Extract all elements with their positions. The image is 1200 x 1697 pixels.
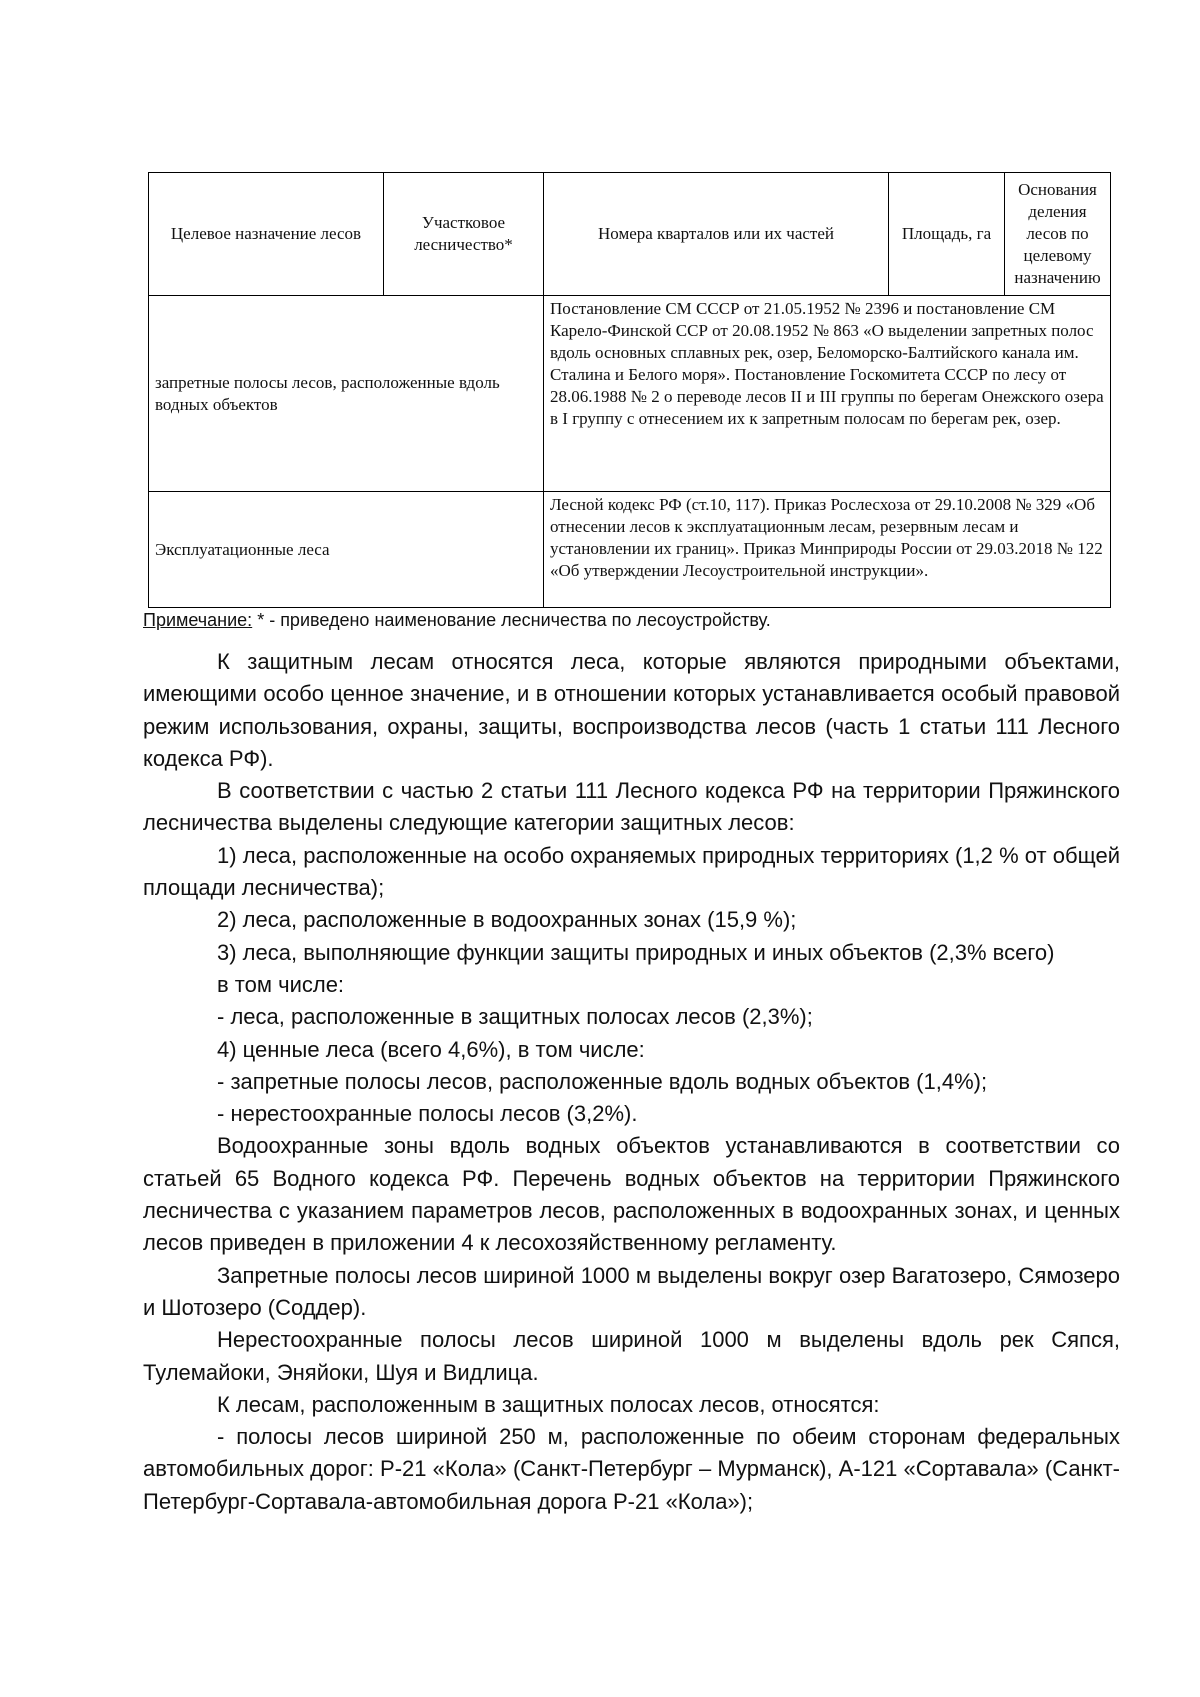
header-purpose: Целевое назначение лесов (149, 173, 384, 296)
paragraph: В соответствии с частью 2 статьи 111 Лесного кодекса РФ на территории Пряжинского лесничества выделены следующие категории защитных лесов: (143, 778, 1120, 836)
list-item: - запретные полосы лесов, расположенные вдоль водных объектов (1,4%); (217, 1068, 988, 1094)
row-basis: Лесной кодекс РФ (ст.10, 117). Приказ Рослесхоза от 29.10.2008 № 329 «Об отнесении лесов к эксплуатационным лесам, резервным лесам и установлении их границ». Приказ Минприроды России от 29.03.2018 № 122 «Об утверждении Лесоустроительной инструкции». (544, 492, 1111, 608)
row-purpose: запретные полосы лесов, расположенные вдоль водных объектов (149, 296, 544, 492)
header-area: Площадь, га (889, 173, 1005, 296)
list-item: - леса, расположенные в защитных полосах лесов (2,3%); (217, 1004, 813, 1030)
list-item: - нерестоохранные полосы лесов (3,2%). (217, 1101, 638, 1127)
header-basis: Основания деления лесов по целевому назначению (1005, 173, 1111, 296)
table-header-row (149, 173, 1111, 296)
list-item: в том числе: (217, 971, 345, 997)
body-text (143, 646, 1120, 1518)
header-district: Участковое лесничество* (384, 173, 544, 296)
note-label: Примечание: (143, 610, 253, 630)
note-text: * - приведено наименование лесничества по лесоустройству. (252, 610, 771, 630)
list-item: - полосы лесов шириной 250 м, расположенные по обеим сторонам федеральных автомобильных дорог: Р-21 «Кола» (Санкт-Петербург – Мурманск), А-121 «Сортавала» (Санкт-Петербург-Сортавала-автомобильная дорога Р-21 «Кола»); (143, 1424, 1120, 1514)
paragraph: Водоохранные зоны вдоль водных объектов устанавливаются в соответствии со статьей 65 Водного кодекса РФ. Перечень водных объектов на территории Пряжинского лесничества с указанием параметров лесов, расположенных в водоохранных зонах, и ценных лесов приведен в приложении 4 к лесохозяйственному регламенту. (143, 1133, 1120, 1256)
list-item: 4) ценные леса (всего 4,6%), в том числе: (217, 1036, 645, 1062)
forest-purpose-table (148, 172, 1111, 608)
list-item: 2) леса, расположенные в водоохранных зонах (15,9 %); (217, 907, 797, 933)
paragraph: К защитным лесам относятся леса, которые являются природными объектами, имеющими особо ценное значение, и в отношении которых устанавливается особый правовой режим использования, охраны, защиты, воспроизводства лесов (часть 1 статьи 111 Лесного кодекса РФ). (143, 649, 1120, 771)
list-item: 3) леса, выполняющие функции защиты природных и иных объектов (2,3% всего) (217, 939, 1055, 965)
paragraph: Запретные полосы лесов шириной 1000 м выделены вокруг озер Вагатозеро, Сямозеро и Шотозеро (Соддер). (143, 1262, 1120, 1320)
paragraph: К лесам, расположенным в защитных полосах лесов, относятся: (217, 1391, 880, 1417)
row-basis: Постановление СМ СССР от 21.05.1952 № 2396 и постановление СМ Карело-Финской ССР от 20.08.1952 № 863 «О выделении запретных полос вдоль основных сплавных рек, озер, Беломорско-Балтийского канала им. Сталина и Белого моря». Постановление Госкомитета СССР по лесу от 28.06.1988 № 2 о переводе лесов II и III группы по берегам Онежского озера в I группу с отнесением их к запретным полосам по берегам рек, озер. (544, 296, 1111, 492)
table-row (149, 492, 1111, 608)
table-row (149, 296, 1111, 492)
table-footnote (143, 608, 771, 632)
list-item: 1) леса, расположенные на особо охраняемых природных территориях (1,2 % от общей площади лесничества); (143, 842, 1120, 901)
paragraph: Нерестоохранные полосы лесов шириной 1000 м выделены вдоль рек Сяпся, Тулемайоки, Эняйоки, Шуя и Видлица. (143, 1327, 1120, 1385)
row-purpose: Эксплуатационные леса (149, 492, 544, 608)
header-quarters: Номера кварталов или их частей (544, 173, 889, 296)
